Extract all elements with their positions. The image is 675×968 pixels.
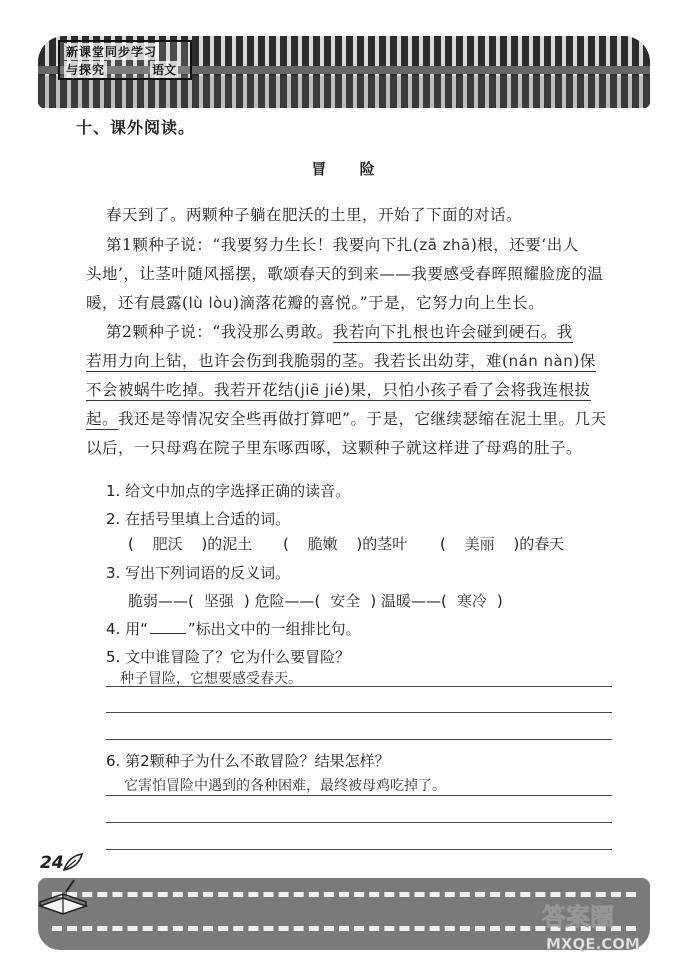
question-text: 4. 用“ [106,620,148,638]
passage-text: )滴落花瓣的喜悦。”于是，它努力向上生长。 [232,294,545,312]
question-2: 2. 在括号里填上合适的词。 [106,510,291,528]
pinyin-choice-jie[interactable]: jiē jié [300,381,344,399]
passage-line [86,407,616,435]
svg-text:MXQE.COM: MXQE.COM [546,935,640,953]
answer-line [106,849,612,850]
parallelism-underline: 我若开花结( [214,381,301,399]
bracket: ( [128,535,134,553]
underline-sample [150,621,186,634]
passage-line [86,291,616,319]
passage-line [86,436,616,464]
passage-text: 以后，一只母鸡在院子里东啄西啄，这颗种子就这样进了母鸡的肚子。 [86,439,583,457]
series-title-line1: 新课堂同步学习 [66,45,158,59]
passage-text: 暖，还有晨露( [86,294,189,312]
parallelism-underline: )保 [573,352,596,370]
answer-beautiful[interactable]: 美丽 [464,535,495,553]
answer-fertile[interactable]: 肥沃 [152,535,183,553]
question-text: ”标出文中的一组排比句。 [187,620,361,638]
answer-cold[interactable]: 寒冷 [456,592,487,610]
parallelism-underline: 若用力向上钻，也许会伤到我脆弱的茎。我若长出幼芽，难( [86,352,509,370]
answer-safe[interactable]: 安全 [330,592,361,610]
book-icon [36,876,90,916]
series-subject: 语文 [152,63,177,77]
blank-suffix: )的春天 [513,535,565,553]
story-title: 冒 险 [311,160,389,178]
parallelism-underline: 起。 [86,410,119,428]
passage-line [86,320,636,348]
parallelism-underline: )果，只怕小孩子看了会将我连根拔 [343,381,591,399]
passage-text: 第1颗种子说：“我要努力生长！我要向下扎( [106,236,420,254]
passage-text: 第2颗种子说：“我没那么勇敢。 [106,323,333,341]
pinyin-choice-lu[interactable]: lù lòu [188,294,233,312]
blank-suffix: )的茎叶 [356,535,408,553]
question-4 [106,618,361,639]
pinyin-choice-nan[interactable]: nán nàn [508,352,574,370]
series-title-line2: 与探究 [66,63,106,77]
question-5-answer[interactable]: 种子冒险，它想要感受春天。 [120,671,302,687]
passage-text: 头地’，让茎叶随风摇摆，歌颂春天的到来——我要感受春晖照耀脸庞的温 [86,265,604,283]
answer-tender[interactable]: 脆嫩 [307,535,338,553]
top-banner-lower [38,76,650,108]
passage-line [86,262,616,290]
svg-text:答案圈: 答案圈 [542,903,614,931]
question-2-blank-3 [440,533,564,554]
answer-line [106,822,612,823]
passage-text: 我还是等情况安全些再做打算吧”。于是，它继续瑟缩在泥土里。几天 [118,410,607,428]
series-title-box [58,40,192,80]
passage-text: )根，还要‘出人 [470,236,579,254]
section-heading: 十、课外阅读。 [76,118,196,137]
question-6: 6. 第2颗种子为什么不敢冒险？结果怎样？ [106,752,390,770]
question-2-blank-2 [283,533,407,554]
question-5: 5. 文中谁冒险了？它为什么要冒险？ [106,648,351,666]
question-1: 1. 给文中加点的字选择正确的读音。 [106,482,351,500]
antonym-prompt: ) 温暖——( [370,592,447,610]
answer-strong[interactable]: 坚强 [203,592,234,610]
question-2-blank-1 [128,533,252,554]
passage-line [86,233,636,261]
bracket: ( [440,535,446,553]
question-3-antonyms [128,590,503,611]
bracket: ) [496,592,503,610]
leaf-icon [62,852,84,874]
passage-line [86,378,616,406]
passage-paragraph-1 [86,203,636,231]
page-number: 24 [40,853,64,873]
bracket: ( [283,535,289,553]
parallelism-underline: 不会被蜗牛吃掉。 [86,381,215,399]
passage-text: 春天到了。两颗种子躺在肥沃的土里，开始了下面的对话。 [106,206,523,224]
antonym-prompt: ) 危险——( [243,592,321,610]
blank-suffix: )的泥土 [201,535,253,553]
antonym-prompt: 脆弱——( [128,592,194,610]
answer-line [106,712,612,713]
pinyin-choice-zha[interactable]: zā zhā [419,236,471,254]
question-6-answer[interactable]: 它害怕冒险中遇到的各种困难，最终被母鸡吃掉了。 [124,778,446,794]
question-3: 3. 写出下列词语的反义词。 [106,564,291,582]
answer-line [106,795,612,796]
watermark-logo [538,895,668,955]
answer-line [106,739,612,740]
passage-line [86,349,616,377]
parallelism-underline: 我若向下扎根也许会碰到硬石。我 [332,323,573,341]
answer-line [106,686,612,687]
